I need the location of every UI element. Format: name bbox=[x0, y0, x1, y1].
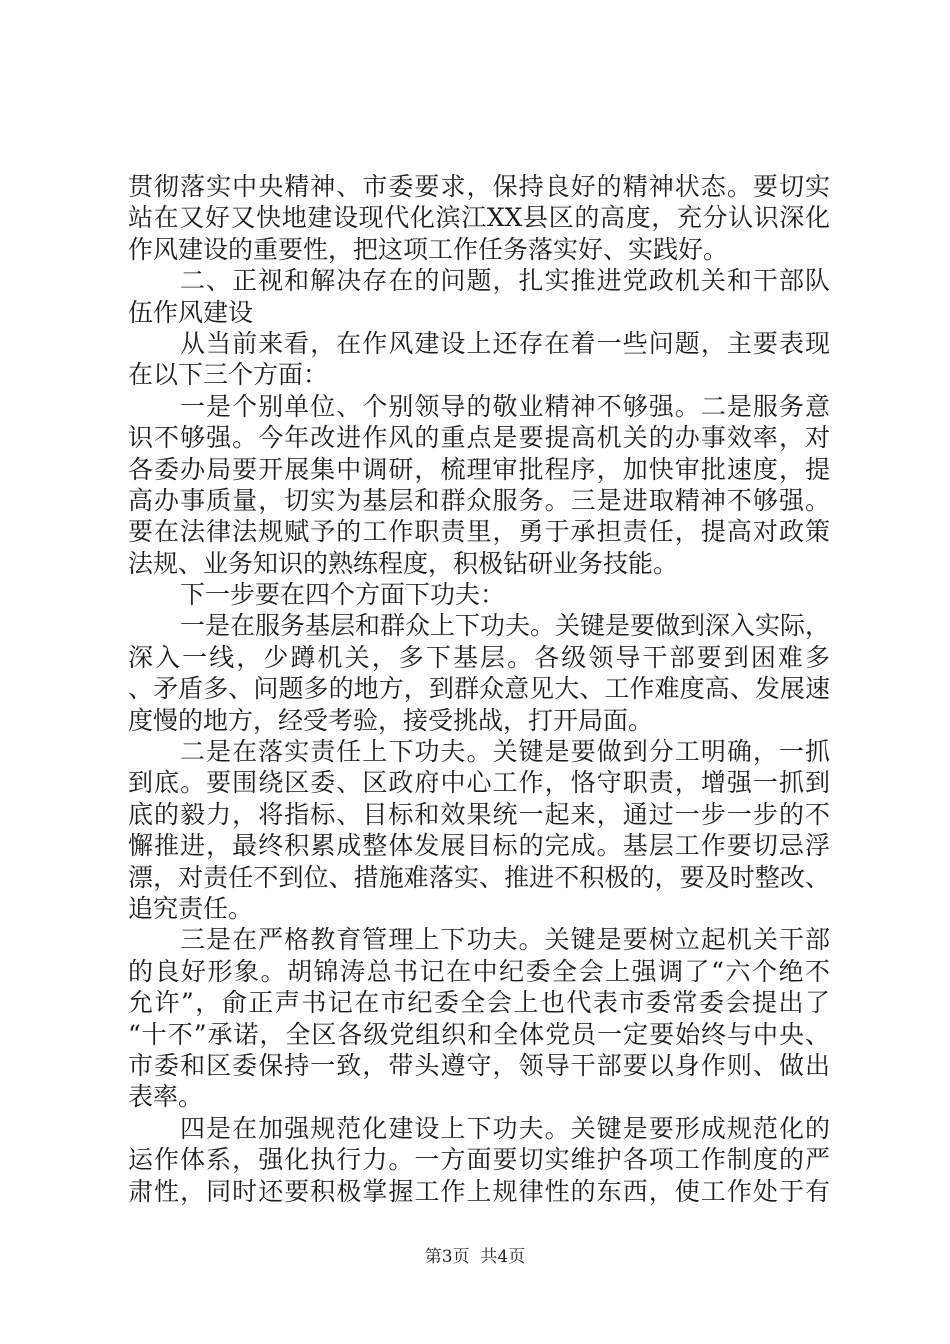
text-line: 法规、业务知识的熟练程度，积极钻研业务技能。 bbox=[128, 548, 679, 578]
text-line: 一是在服务基层和群众上下功夫。关键是要做到深入实际， bbox=[180, 611, 831, 641]
document-body bbox=[128, 171, 830, 1207]
text-line: 高办事质量，切实为基层和群众服务。三是进取精神不够强。 bbox=[128, 485, 830, 515]
text-line: 肃性，同时还要积极掌握工作上规律性的东西，使工作处于有 bbox=[128, 1176, 830, 1206]
text-line: 在以下三个方面： bbox=[128, 360, 329, 390]
section-heading-line: 伍作风建设 bbox=[128, 297, 254, 327]
text-line: 深入一线，少蹲机关，多下基层。各级领导干部要到困难多 bbox=[128, 642, 830, 672]
text-line: 懈推进，最终积累成整体发展目标的完成。基层工作要切忌浮 bbox=[128, 831, 830, 861]
text-line: 四是在加强规范化建设上下功夫。关键是要形成规范化的 bbox=[180, 1113, 830, 1143]
text-line: 一是个别单位、个别领导的敬业精神不够强。二是服务意 bbox=[180, 391, 830, 421]
text-line: 站在又好又快地建设现代化滨江XX县区的高度，充分认识深化 bbox=[128, 203, 830, 233]
text-line: 三是在严格教育管理上下功夫。关键是要树立起机关干部 bbox=[180, 925, 830, 955]
text-line: 识不够强。今年改进作风的重点是要提高机关的办事效率，对 bbox=[128, 423, 830, 453]
page-number-footer: 第3页 共4页 bbox=[424, 1247, 526, 1267]
text-line: 贯彻落实中央精神、市委要求，保持良好的精神状态。要切实 bbox=[128, 172, 830, 201]
text-line: 运作体系，强化执行力。一方面要切实维护各项工作制度的严 bbox=[128, 1145, 830, 1175]
text-line: 作风建设的重要性，把这项工作任务落实好、实践好。 bbox=[128, 234, 729, 264]
text-line: 追究责任。 bbox=[128, 893, 254, 923]
text-line: 的良好形象。胡锦涛总书记在中纪委全会上强调了“六个绝不 bbox=[128, 956, 830, 986]
text-line: 各委办局要开展集中调研，梳理审批程序，加快审批速度，提 bbox=[128, 454, 830, 484]
text-line: 要在法律法规赋予的工作职责里，勇于承担责任，提高对政策 bbox=[128, 517, 830, 547]
text-line: 下一步要在四个方面下功夫： bbox=[180, 580, 506, 610]
text-line: 底的毅力，将指标、目标和效果统一起来，通过一步一步的不 bbox=[128, 799, 830, 829]
text-line: 漂，对责任不到位、措施难落实、推进不积极的，要及时整改、 bbox=[128, 862, 830, 892]
text-line: 到底。要围绕区委、区政府中心工作，恪守职责，增强一抓到 bbox=[128, 768, 830, 798]
text-line: 二是在落实责任上下功夫。关键是要做到分工明确，一抓 bbox=[180, 737, 830, 767]
text-line: 市委和区委保持一致，带头遵守，领导干部要以身作则、做出 bbox=[128, 1050, 830, 1080]
text-line: 表率。 bbox=[128, 1082, 204, 1112]
text-line: 从当前来看，在作风建设上还存在着一些问题，主要表现 bbox=[180, 328, 830, 358]
text-line: “十不”承诺，全区各级党组织和全体党员一定要始终与中央、 bbox=[128, 1019, 830, 1049]
text-line: 允许”，俞正声书记在市纪委全会上也代表市委常委会提出了 bbox=[128, 988, 830, 1018]
section-heading-line: 二、正视和解决存在的问题，扎实推进党政机关和干部队 bbox=[180, 266, 830, 296]
text-line: 度慢的地方，经受考验，接受挑战，打开局面。 bbox=[128, 705, 654, 735]
text-line: 、矛盾多、问题多的地方，到群众意见大、工作难度高、发展速 bbox=[128, 674, 830, 704]
